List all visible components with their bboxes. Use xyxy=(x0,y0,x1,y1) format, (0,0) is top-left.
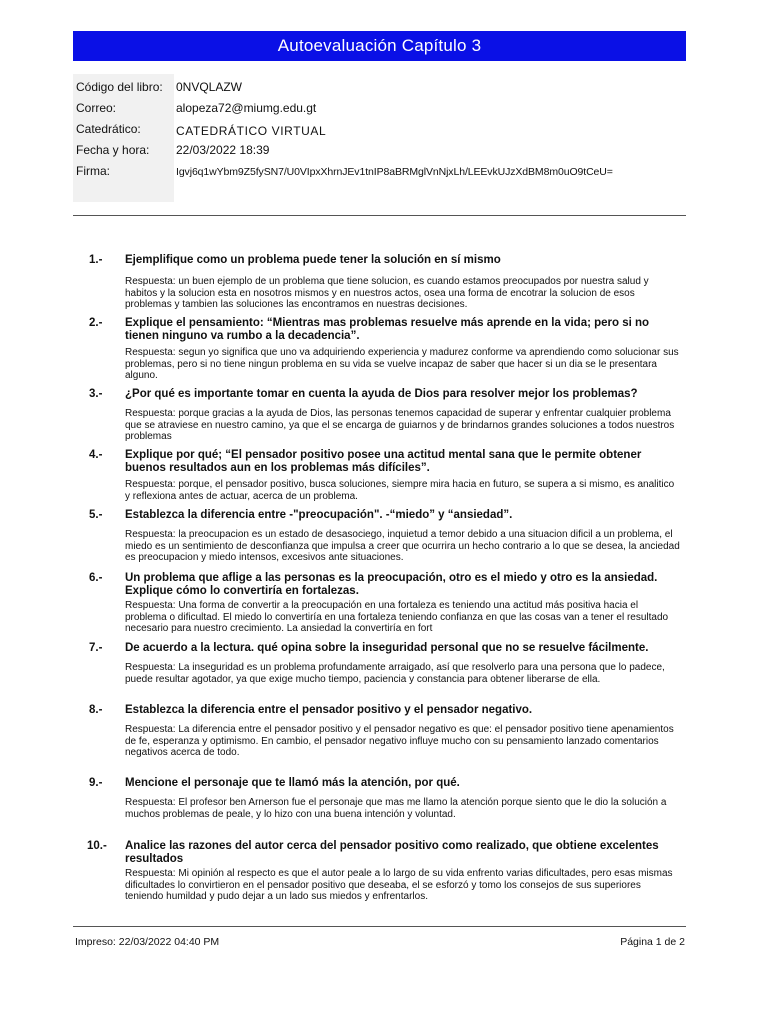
question-number: 7.- xyxy=(89,642,103,654)
question-text: Explique por qué; “El pensador positivo posee una actitud mental sana que le permite obtener buenos resultados aun en los problemas más difíciles”. xyxy=(125,449,642,474)
answer-text: Respuesta: Mi opinión al respecto es que el autor peale a lo largo de su vida enfrento varias dificultades, pero esas mismas dificultades lo convirtieron en el pensador positivo que deseaba, el se esforzó y tomo los consejos de sus superiores teniendo humildad y pudo dejar a un lado sus miedos y enfrentarlos. xyxy=(125,868,673,902)
signature-value: Igvj6q1wYbm9Z5fySN7/U0VIpxXhrnJEv1tnIP8aBRMglVnNjxLh/LEEvkUJzXdBM8m0uO9tCeU= xyxy=(176,166,613,178)
question-text: Explique el pensamiento: “Mientras mas problemas resuelve más aprende en la vida; pero si no tienen ninguno va rumbo a la decadencia”. xyxy=(125,317,650,342)
question-text: Ejemplifique como un problema puede tener la solución en sí mismo xyxy=(125,254,501,266)
signature-label: Firma: xyxy=(76,164,110,178)
datetime-value: 22/03/2022 18:39 xyxy=(176,143,270,157)
question-number: 10.- xyxy=(87,840,107,852)
header-divider xyxy=(73,215,686,216)
book-code-label: Código del libro: xyxy=(76,80,163,94)
question-text: Establezca la diferencia entre -"preocupación". -“miedo” y “ansiedad”. xyxy=(125,509,513,521)
professor-value: CATEDRÁTICO VIRTUAL xyxy=(176,124,327,138)
email-value: alopeza72@miumg.edu.gt xyxy=(176,101,317,115)
question-number: 1.- xyxy=(89,254,103,266)
answer-text: Respuesta: porque gracias a la ayuda de Dios, las personas tenemos capacidad de superar y enfrentar cualquier problema que se atraviese en nuestro camino, ya que el se encarga de guiarnos y de brindarnos grandes soluciones a todos nuestros problemas xyxy=(125,408,675,442)
answer-text: Respuesta: la preocupacion es un estado de desasociego, inquietud a temor debido a una situacion dificil a un problema, el miedo es un sentimiento de desconfianza que impulsa a creer que ocurrira un hecho contrario a lo que se desea, la anciedad es preocupacion y miedo intensos, excesivos ante situaciones. xyxy=(125,529,680,563)
book-code-value: 0NVQLAZW xyxy=(176,80,243,94)
answer-text: Respuesta: porque, el pensador positivo, busca soluciones, siempre mira hacia en futuro, se supera a si mismo, es analitico y reflexiona antes de actuar, acerca de un problema. xyxy=(125,479,675,502)
page-number: Página 1 de 2 xyxy=(620,936,685,948)
question-number: 2.- xyxy=(89,317,103,329)
answer-text: Respuesta: El profesor ben Arnerson fue el personaje que mas me llamo la atención porque siento que le dio la solución a muchos problemas de peale, y lo hizo con una buena intención y voluntad. xyxy=(125,797,667,820)
question-text: De acuerdo a la lectura. qué opina sobre la inseguridad personal que no se resuelve fácilmente. xyxy=(125,642,649,654)
email-row xyxy=(73,97,686,119)
footer-divider xyxy=(73,926,686,927)
print-date: Impreso: 22/03/2022 04:40 PM xyxy=(75,936,220,948)
signature-row xyxy=(73,160,686,182)
book-info-block xyxy=(73,74,686,202)
answer-text: Respuesta: Una forma de convertir a la preocupación en una fortaleza es teniendo una actitud más positiva hacia el problema o dificultad. El miedo lo convertiría en una fortaleza teniendo confianza en que las cosas van a tener el resultado necesario para nuestro crecimiento. La ansiedad la convertiría en fort xyxy=(125,600,669,634)
question-text: Un problema que aflige a las personas es la preocupación, otro es el miedo y otro es la ansiedad. Explique cómo lo convertiría en fortalezas. xyxy=(125,572,658,597)
question-text: Mencione el personaje que te llamó más la atención, por qué. xyxy=(125,777,460,789)
question-text: ¿Por qué es importante tomar en cuenta la ayuda de Dios para resolver mejor los problemas? xyxy=(125,388,638,400)
datetime-label: Fecha y hora: xyxy=(76,143,150,157)
answer-text: Respuesta: un buen ejemplo de un problema que tiene solucion, es cuando estamos preocupados por nuestra salud y habitos y la solucion esta en nosotros mismos y en nuestros actos, osea una forma de encotrar la solucion de esos problemas y tambien las soluciones las encontramos en nuestras decisiones. xyxy=(125,276,649,310)
question-number: 9.- xyxy=(89,777,103,789)
question-text: Analice las razones del autor cerca del pensador positivo como realizado, que obtiene excelentes resultados xyxy=(125,840,659,865)
answer-text: Respuesta: segun yo significa que uno va adquiriendo experiencia y madurez conforme va aprendiendo como solucionar sus problemas, pero si no tiene ningun problema en su vida se vuelve incapaz de saber que hacer si un dia se le presentara alguno. xyxy=(125,347,679,381)
answer-text: Respuesta: La diferencia entre el pensador positivo y el pensador negativo es que: el pensador positivo tiene apenamientos de fe, esperanza y optimismo. En cambio, el pensador negativo influye mucho con su pensamiento lanzado comentarios negativos acerca de todo. xyxy=(125,724,674,758)
question-number: 4.- xyxy=(89,449,103,461)
datetime-row xyxy=(73,139,686,161)
email-label: Correo: xyxy=(76,101,117,115)
question-text: Establezca la diferencia entre el pensador positivo y el pensador negativo. xyxy=(125,704,533,716)
question-number: 8.- xyxy=(89,704,103,716)
answer-text: Respuesta: La inseguridad es un problema profundamente arraigado, así que resolverlo para una persona que lo padece, puede resultar agotador, ya que exige mucho tiempo, paciencia y constancia para obtener liberarse de ella. xyxy=(125,662,665,685)
book-code-row xyxy=(73,76,686,98)
question-number: 3.- xyxy=(89,388,103,400)
professor-row xyxy=(73,118,686,140)
question-number: 5.- xyxy=(89,509,103,521)
question-number: 6.- xyxy=(89,572,103,584)
professor-label: Catedrático: xyxy=(76,122,141,136)
page-title: Autoevaluación Capítulo 3 xyxy=(73,31,686,61)
